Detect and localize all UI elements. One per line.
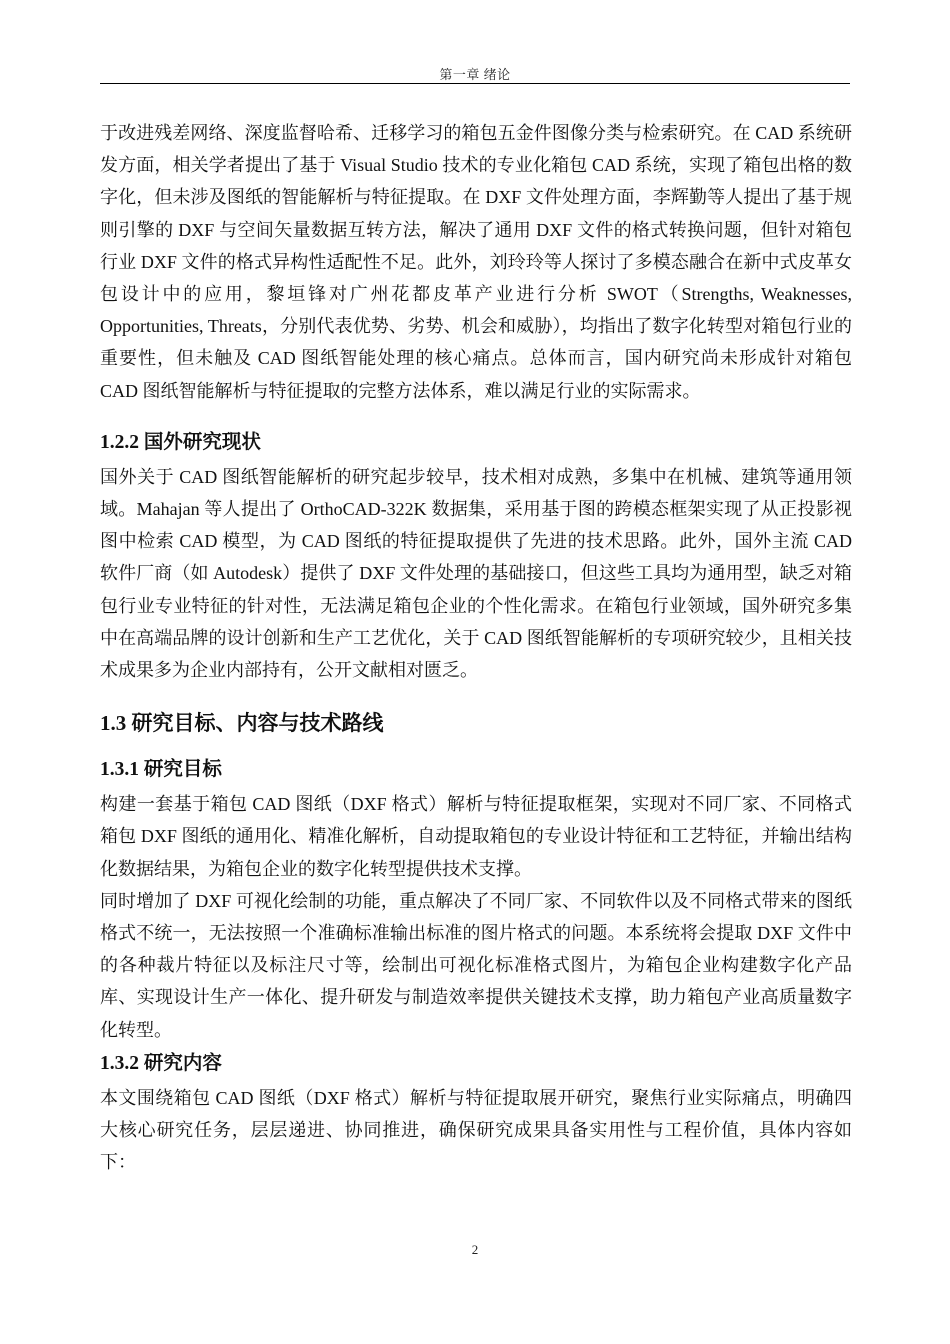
paragraph-research-content: 本文围绕箱包 CAD 图纸（DXF 格式）解析与特征提取展开研究，聚焦行业实际痛点，明确四大核心研究任务，层层递进、协同推进，确保研究成果具备实用性与工程价值，具体内容如下： (100, 1087, 852, 1173)
running-header: 第一章 绪论 (439, 67, 511, 82)
heading-1-3: 1.3 研究目标、内容与技术路线 (100, 711, 384, 736)
heading-1-3-2: 1.3.2 研究内容 (100, 1052, 222, 1074)
header-rule (100, 83, 850, 84)
paragraph-research-goal: 构建一套基于箱包 CAD 图纸（DXF 格式）解析与特征提取框架，实现对不同厂家、不同格式箱包 DXF 图纸的通用化、精准化解析，自动提取箱包的专业设计特征和工艺特征，并输出结构化数据结果，为箱包企业的数字化转型提供技术支撑。 (100, 794, 852, 879)
heading-1-3-1: 1.3.1 研究目标 (100, 759, 222, 781)
paragraph-dxf-visualization: 同时增加了 DXF 可视化绘制的功能，重点解决了不同厂家、不同软件以及不同格式带来的图纸格式不统一，无法按照一个准确标准输出标准的图片格式的问题。本系统将会提取 DXF 文件中的各种裁片特征以及标注尺寸等，绘制出可视化标准格式图片，为箱包企业构建数字化产品库、实现设计生产一体化、提升研发与制造效率提供关键技术支撑，助力箱包产业高质量数字化转型。 (100, 890, 852, 1040)
paragraph-domestic-research-continued: 于改进残差网络、深度监督哈希、迁移学习的箱包五金件图像分类与检索研究。在 CAD 系统研发方面，相关学者提出了基于 Visual Studio 技术的专业化箱包 CAD 系统，实现了箱包出格的数字化，但未涉及图纸的智能解析与特征提取。在 DXF 文件处理方面，李辉勤等人提出了基于规则引擎的 DXF 与空间矢量数据互转方法，解决了通用 DXF 文件的格式转换问题，但针对箱包行业 DXF 文件的格式异构性适配性不足。此外，刘玲玲等人探讨了多模态融合在新中式皮革女包设计中的应用，黎垣锋对广州花都皮革产业进行分析 SWOT（Strengths, Weaknesses, Opportunities, Threats，分别代表优势、劣势、机会和威胁），均指出了数字化转型对箱包行业的重要性，但未触及 CAD 图纸智能处理的核心痛点。总体而言，国内研究尚未形成针对箱包 CAD 图纸智能解析与特征提取的完整方法体系，难以满足行业的实际需求。 (100, 123, 852, 401)
page-number: 2 (471, 1242, 479, 1257)
paragraph-foreign-research: 国外关于 CAD 图纸智能解析的研究起步较早，技术相对成熟，多集中在机械、建筑等通用领域。Mahajan 等人提出了 OrthoCAD-322K 数据集，采用基于图的跨模态框架实现了从正投影视图中检索 CAD 模型，为 CAD 图纸的特征提取提供了先进的技术思路。此外，国外主流 CAD 软件厂商（如 Autodesk）提供了 DXF 文件处理的基础接口，但这些工具均为通用型，缺乏对箱包行业专业特征的针对性，无法满足箱包企业的个性化需求。在箱包行业领域，国外研究多集中在高端品牌的设计创新和生产工艺优化，关于 CAD 图纸智能解析的专项研究较少，且相关技术成果多为企业内部持有，公开文献相对匮乏。 (100, 466, 852, 681)
heading-1-2-2: 1.2.2 国外研究现状 (100, 431, 261, 453)
page-body (100, 117, 852, 1178)
